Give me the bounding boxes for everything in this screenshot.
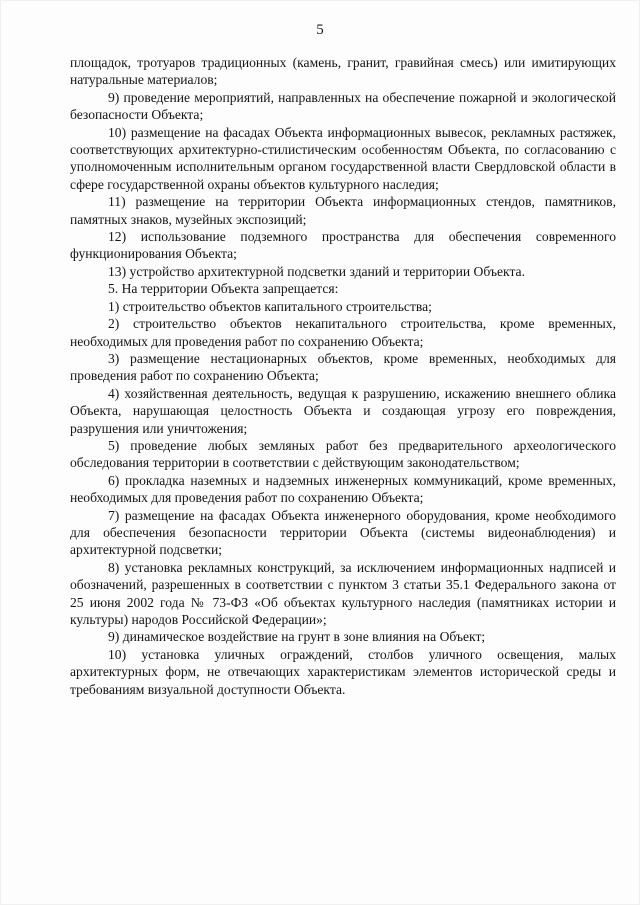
page-number: 5 <box>316 22 324 38</box>
paragraph: площадок, тротуаров традиционных (камень, гранит, гравийная смесь) или имитирующих натуральные материалов; <box>70 55 616 88</box>
paragraph: 13) устройство архитектурной подсветки зданий и территории Объекта. <box>108 263 525 279</box>
paragraph: 7) размещение на фасадах Объекта инженерного оборудования, кроме необходимого для обеспечения безопасности территории Объекта (системы видеонаблюдения) и архитектурной подсветки; <box>70 507 616 558</box>
paragraph: 2) строительство объектов некапитального строительства, кроме временных, необходимых для проведения работ по сохранению Объекта; <box>70 316 616 349</box>
paragraph: 3) размещение нестационарных объектов, кроме временных, необходимых для проведения работ по сохранению Объекта; <box>70 350 616 384</box>
paragraph: 12) использование подземного пространства для обеспечения современного функционирования Объекта; <box>70 229 616 262</box>
paragraph: 11) размещение на территории Объекта информационных стендов, памятников, памятных знаков, музейных экспозиций; <box>70 194 616 227</box>
paragraph: 5. На территории Объекта запрещается: <box>108 281 339 297</box>
paragraph: 5) проведение любых земляных работ без предварительного археологического обследования территории в соответствии с действующим законодательством; <box>70 437 616 471</box>
document-body <box>70 54 616 698</box>
paragraph: 9) проведение мероприятий, направленных на обеспечение пожарной и экологической безопасности Объекта; <box>70 89 616 123</box>
paragraph: 10) размещение на фасадах Объекта информационных вывесок, рекламных растяжек, соответствующих архитектурно-стилистическим особенностям Объекта, по согласованию с уполномоченным исполнительным органом государственной власти Свердловской области в сфере государственной охраны объектов культурного наследия; <box>70 124 616 192</box>
paragraph: 9) динамическое воздействие на грунт в зоне влияния на Объект; <box>108 629 486 645</box>
paragraph: 1) строительство объектов капитального строительства; <box>108 298 432 314</box>
paragraph: 8) установка рекламных конструкций, за исключением информационных надписей и обозначений, разрешенных в соответствии с пунктом 3 статьи 35.1 Федерального закона от 25 июня 2002 года № 73-ФЗ «Об объектах культурного наследия (памятниках истории и культуры) народов Российской Федерации»; <box>70 559 616 627</box>
paragraph: 10) установка уличных ограждений, столбов уличного освещения, малых архитектурных форм, не отвечающих характеристикам элементов исторической среды и требованиям визуальной доступности Объекта. <box>70 646 616 697</box>
paragraph: 4) хозяйственная деятельность, ведущая к разрушению, искажению внешнего облика Объекта, нарушающая целостность Объекта и создающая угрозу его повреждения, разрушения или уничтожения; <box>70 385 616 436</box>
paragraph: 6) прокладка наземных и надземных инженерных коммуникаций, кроме временных, необходимых для проведения работ по сохранению Объекта; <box>70 472 616 506</box>
